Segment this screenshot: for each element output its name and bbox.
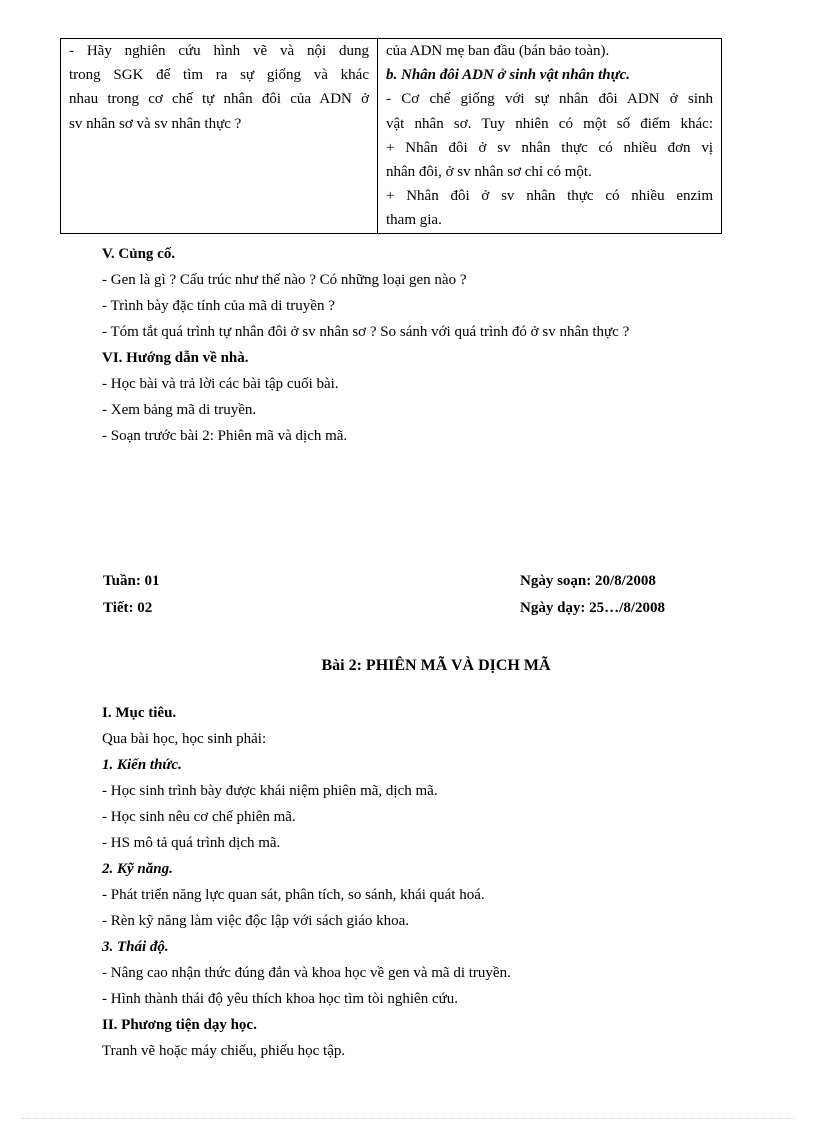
attitude-item: - Hình thành thái độ yêu thích khoa học tìm tòi nghiên cứu.: [102, 991, 458, 1007]
knowledge-item: - Học sinh trình bày được khái niệm phiên mã, dịch mã.: [102, 783, 438, 799]
homework-item: - Soạn trước bài 2: Phiên mã và dịch mã.: [102, 428, 348, 444]
period-label: Tiết: 02: [103, 600, 153, 616]
teach-date: Ngày dạy: 25…/8/2008: [520, 600, 666, 616]
homework-heading: VI. Hướng dẫn về nhà.: [102, 350, 249, 366]
answer-line: vật nhân sơ. Tuy nhiên có một số điểm khác:: [386, 115, 713, 132]
answer-line: của ADN mẹ ban đầu (bán bảo toàn).: [386, 43, 610, 59]
review-heading: V. Củng cố.: [102, 246, 176, 262]
knowledge-item: - HS mô tả quá trình dịch mã.: [102, 835, 281, 851]
answer-line: tham gia.: [386, 212, 442, 229]
skills-heading: 2. Kỹ năng.: [102, 861, 173, 877]
question-line: trong SGK để tìm ra sự giống và khác: [69, 67, 369, 84]
skills-item: - Phát triển năng lực quan sát, phân tích, so sánh, khái quát hoá.: [102, 887, 485, 903]
question-cell: [61, 39, 378, 234]
answer-line: + Nhân đôi ở sv nhân thực có nhiều enzim: [386, 188, 713, 205]
answer-cell: [378, 39, 722, 234]
question-line: sv nhân sơ và sv nhân thực ?: [69, 115, 242, 132]
prep-date: Ngày soạn: 20/8/2008: [520, 573, 656, 589]
objectives-intro: Qua bài học, học sinh phải:: [102, 731, 267, 747]
attitude-heading: 3. Thái độ.: [102, 939, 169, 955]
lesson-title: Bài 2: PHIÊN MÃ VÀ DỊCH MÃ: [321, 657, 551, 674]
knowledge-heading: 1. Kiến thức.: [102, 757, 182, 773]
page-bottom-divider: [22, 1118, 794, 1119]
table-row: [61, 39, 722, 234]
question-line: - Hãy nghiên cứu hình vẽ và nội dung: [69, 43, 369, 59]
question-line: nhau trong cơ chế tự nhân đôi của ADN ở: [69, 91, 369, 108]
materials-text: Tranh vẽ hoặc máy chiếu, phiếu học tập.: [102, 1043, 346, 1059]
review-item: - Gen là gì ? Cấu trúc như thế nào ? Có những loại gen nào ?: [102, 272, 467, 288]
week-label: Tuần: 01: [103, 573, 160, 589]
answer-subheading: b. Nhân đôi ADN ở sinh vật nhân thực.: [386, 67, 631, 84]
homework-item: - Học bài và trả lời các bài tập cuối bài.: [102, 376, 339, 392]
materials-heading: II. Phương tiện dạy học.: [102, 1017, 257, 1033]
activity-table: [60, 38, 722, 234]
skills-item: - Rèn kỹ năng làm việc độc lập với sách giáo khoa.: [102, 913, 410, 929]
answer-line: - Cơ chế giống với sự nhân đôi ADN ở sinh: [386, 91, 713, 108]
knowledge-item: - Học sinh nêu cơ chế phiên mã.: [102, 809, 296, 825]
homework-item: - Xem bảng mã di truyền.: [102, 402, 257, 418]
review-item: - Trình bày đặc tính của mã di truyền ?: [102, 298, 335, 314]
answer-line: + Nhân đôi ở sv nhân thực có nhiều đơn vị: [386, 139, 713, 156]
objectives-heading: I. Mục tiêu.: [102, 705, 177, 721]
answer-line: nhân đôi, ở sv nhân sơ chỉ có một.: [386, 164, 592, 181]
attitude-item: - Nâng cao nhận thức đúng đắn và khoa học về gen và mã di truyền.: [102, 965, 511, 981]
review-item: - Tóm tắt quá trình tự nhân đôi ở sv nhân sơ ? So sánh với quá trình đó ở sv nhân thực ?: [102, 324, 630, 340]
